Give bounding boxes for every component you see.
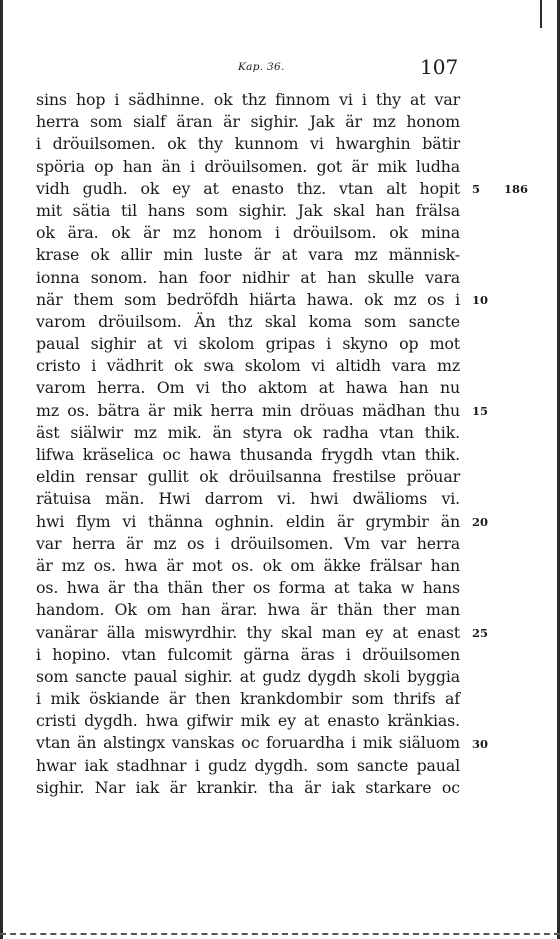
running-header <box>0 55 560 81</box>
text-line: sins hop i sädhinne. ok thz finnom vi i thy at var <box>36 90 460 109</box>
text-line: vtan än alstingx vanskas oc foruardha i mik siäluom <box>36 733 460 753</box>
line-number: 5 <box>472 181 481 196</box>
text-line: som sancte paual sighir. at gudz dygdh skoli byggia <box>36 666 460 686</box>
text-line: paual sighir at vi skolom gripas i skyno op mot <box>36 334 460 354</box>
text-line: eldin rensar gullit ok dröuilsanna frestilse pröuar <box>36 467 460 487</box>
chapter-heading: Kap. 36. <box>238 61 285 73</box>
text-line: ok ära. ok är mz honom i dröuilsom. ok mina <box>36 223 460 243</box>
text-line: ionna sonom. han foor nidhir at han skulle vara <box>36 267 460 287</box>
text-line: var herra är mz os i dröuilsomen. Vm var herra <box>36 533 460 553</box>
line-number: 10 <box>472 292 489 307</box>
page-corner-mark <box>540 0 542 28</box>
text-line: handom. Ok om han ärar. hwa är thän ther man <box>36 600 460 620</box>
line-number: 30 <box>472 736 489 751</box>
text-line: i dröuilsomen. ok thy kunnom vi hwarghin bätir <box>36 134 460 154</box>
main-text-block <box>36 89 460 799</box>
line-number: 20 <box>472 514 489 529</box>
text-line: lifwa kräselica oc hawa thusanda frygdh vtan thik. <box>36 445 460 464</box>
line-number: 15 <box>472 403 489 418</box>
text-line: hwi flym vi thänna oghnin. eldin är grymbir än <box>36 511 460 531</box>
text-line: varom dröuilsom. Än thz skal koma som sancte <box>36 311 460 331</box>
text-line: hwar iak stadhnar i gudz dygdh. som sancte paual <box>36 755 460 775</box>
text-line: krase ok allir min luste är at vara mz människ- <box>36 245 460 265</box>
text-line: varom herra. Om vi tho aktom at hawa han nu <box>36 378 460 398</box>
text-line: i hopino. vtan fulcomit gärna äras i dröuilsomen <box>36 644 460 664</box>
text-line: cristi dygdh. hwa gifwir mik ey at enasto kränkias. <box>36 711 460 731</box>
page-edge-left <box>0 0 3 939</box>
text-line: spöria op han än i dröuilsomen. got är mik ludha <box>36 156 460 176</box>
text-line: när them som bedröfdh hiärta hawa. ok mz os i <box>36 289 460 309</box>
text-line: mz os. bätra är mik herra min dröuas mädhan thu <box>36 400 460 420</box>
text-line: mit sätia til hans som sighir. Jak skal han frälsa <box>36 200 460 220</box>
text-line: os. hwa är tha thän ther os forma at taka w hans <box>36 578 460 598</box>
text-line: i mik öskiande är then krankdombir som thrifs af <box>36 689 460 709</box>
text-line: vanärar älla miswyrdhir. thy skal man ey at enast <box>36 622 460 642</box>
text-line: äst siälwir mz mik. än styra ok radha vtan thik. <box>36 422 460 442</box>
manuscript-page-reference: 186 <box>504 181 529 196</box>
text-line: är mz os. hwa är mot os. ok om äkke frälsar han <box>36 555 460 575</box>
line-number: 25 <box>472 625 489 640</box>
text-line: sighir. Nar iak är krankir. tha är iak starkare oc <box>36 777 460 797</box>
text-line: herra som sialf äran är sighir. Jak är mz honom <box>36 112 460 132</box>
text-line: vidh gudh. ok ey at enasto thz. vtan alt hopit <box>36 178 460 198</box>
text-line: rätuisa män. Hwi darrom vi. hwi dwälioms vi. <box>36 489 460 509</box>
text-line: cristo i vädhrit ok swa skolom vi altidh vara mz <box>36 356 460 376</box>
page-bottom-edge <box>0 933 560 937</box>
page-number: 107 <box>420 55 459 79</box>
